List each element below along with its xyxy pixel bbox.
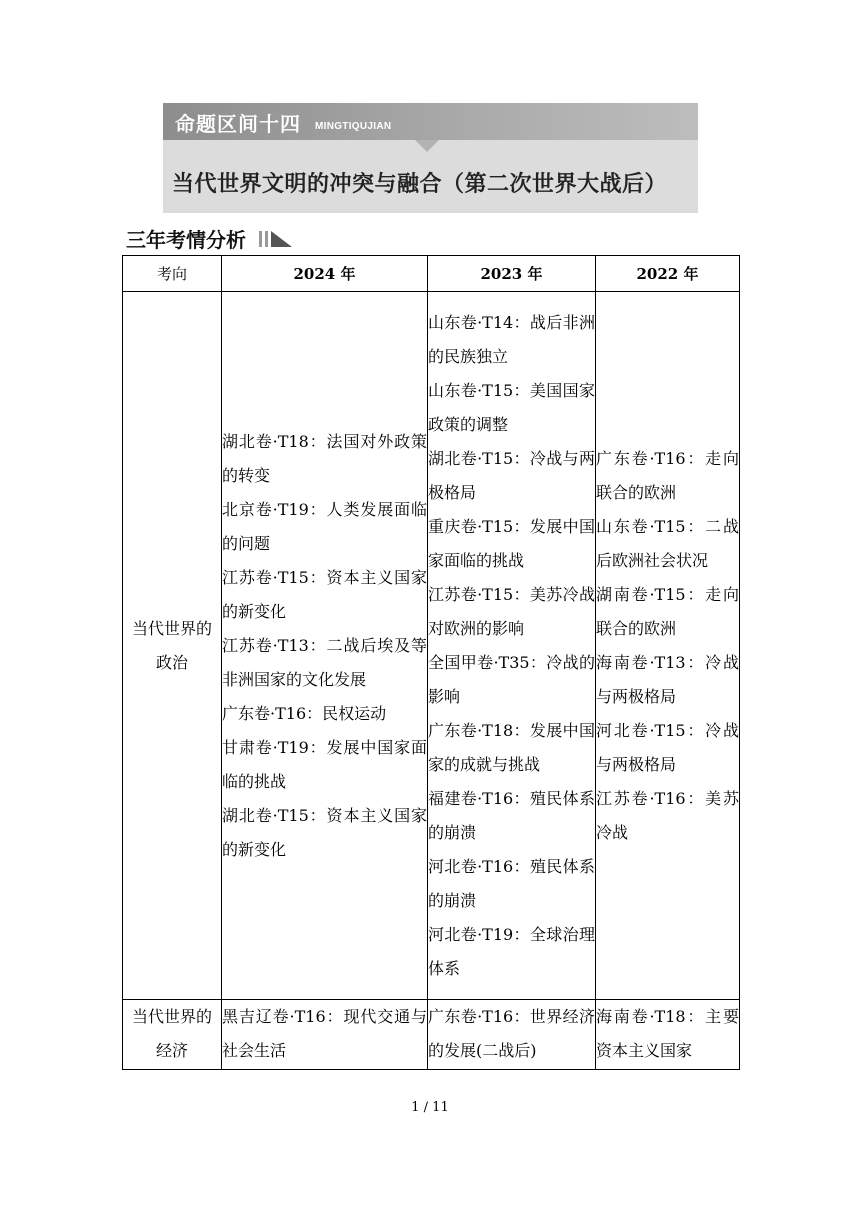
exam-entry: 山东卷·T15：美国国家政策的调整: [428, 380, 595, 434]
cell-2022: [596, 1000, 740, 1070]
exam-entry: 广东卷·T16：世界经济的发展(二战后): [428, 1007, 595, 1060]
cell-2023: [428, 292, 596, 1000]
exam-entry: 河北卷·T19：全球治理体系: [428, 924, 595, 978]
chapter-heading: 当代世界文明的冲突与融合（第二次世界大战后）: [172, 172, 668, 197]
exam-entry: 河北卷·T15：冷战与两极格局: [596, 720, 739, 774]
exam-entry: 海南卷·T13：冷战与两极格局: [596, 652, 739, 706]
cell-2023: [428, 1000, 596, 1070]
banner-notch: [415, 140, 439, 152]
table-row: [123, 1000, 740, 1070]
section-arrow-icon: [258, 228, 294, 248]
exam-entry: 广东卷·T16：走向联合的欧洲: [596, 448, 739, 502]
exam-entry: 海南卷·T18：主要资本主义国家: [596, 1007, 739, 1060]
exam-analysis-table: [122, 255, 740, 1070]
exam-entry: 重庆卷·T15：发展中国家面临的挑战: [428, 516, 595, 570]
header-aspect: 考向: [123, 256, 222, 292]
exam-entry: 山东卷·T14：战后非洲的民族独立: [428, 312, 595, 366]
exam-entry: 广东卷·T18：发展中国家的成就与挑战: [428, 720, 595, 774]
exam-entry: 湖南卷·T15：走向联合的欧洲: [596, 584, 739, 638]
chapter-banner: [163, 103, 698, 213]
exam-entry: 江苏卷·T15：资本主义国家的新变化: [222, 567, 427, 621]
table-header-row: [123, 256, 740, 292]
exam-entry: 福建卷·T16：殖民体系的崩溃: [428, 788, 595, 842]
exam-entry: 黑吉辽卷·T16：现代交通与社会生活: [222, 1007, 427, 1060]
header-2023: 2023 年: [428, 256, 596, 292]
exam-entry: 北京卷·T19：人类发展面临的问题: [222, 499, 427, 553]
aspect-cell: [123, 292, 222, 1000]
cell-2022: [596, 292, 740, 1000]
exam-entry: 甘肃卷·T19：发展中国家面临的挑战: [222, 737, 427, 791]
section-title: 三年考情分析: [126, 228, 246, 252]
aspect-label: 当代世界的经济: [131, 1007, 212, 1060]
aspect-cell: [123, 1000, 222, 1070]
header-2022: 2022 年: [596, 256, 740, 292]
cell-2024: [222, 1000, 428, 1070]
exam-entry: 江苏卷·T13：二战后埃及等非洲国家的文化发展: [222, 635, 427, 689]
banner-pinyin: MINGTIQUJIAN: [315, 121, 392, 132]
exam-entry: 江苏卷·T15：美苏冷战对欧洲的影响: [428, 584, 595, 638]
table-row: [123, 292, 740, 1000]
exam-entry: 湖北卷·T18：法国对外政策的转变: [222, 431, 427, 485]
aspect-label: 当代世界的政治: [131, 618, 212, 672]
banner-label: 命题区间十四: [175, 112, 301, 136]
exam-entry: 全国甲卷·T35：冷战的影响: [428, 652, 595, 706]
exam-entry: 广东卷·T16：民权运动: [222, 703, 387, 723]
exam-entry: 山东卷·T15：二战后欧洲社会状况: [596, 516, 739, 570]
header-2024: 2024 年: [222, 256, 428, 292]
exam-entry: 湖北卷·T15：冷战与两极格局: [428, 448, 595, 502]
exam-entry: 河北卷·T16：殖民体系的崩溃: [428, 856, 595, 910]
exam-entry: 湖北卷·T15：资本主义国家的新变化: [222, 805, 427, 859]
page-number: 1 / 11: [411, 1100, 449, 1115]
exam-entry: 江苏卷·T16：美苏冷战: [596, 788, 739, 842]
cell-2024: [222, 292, 428, 1000]
